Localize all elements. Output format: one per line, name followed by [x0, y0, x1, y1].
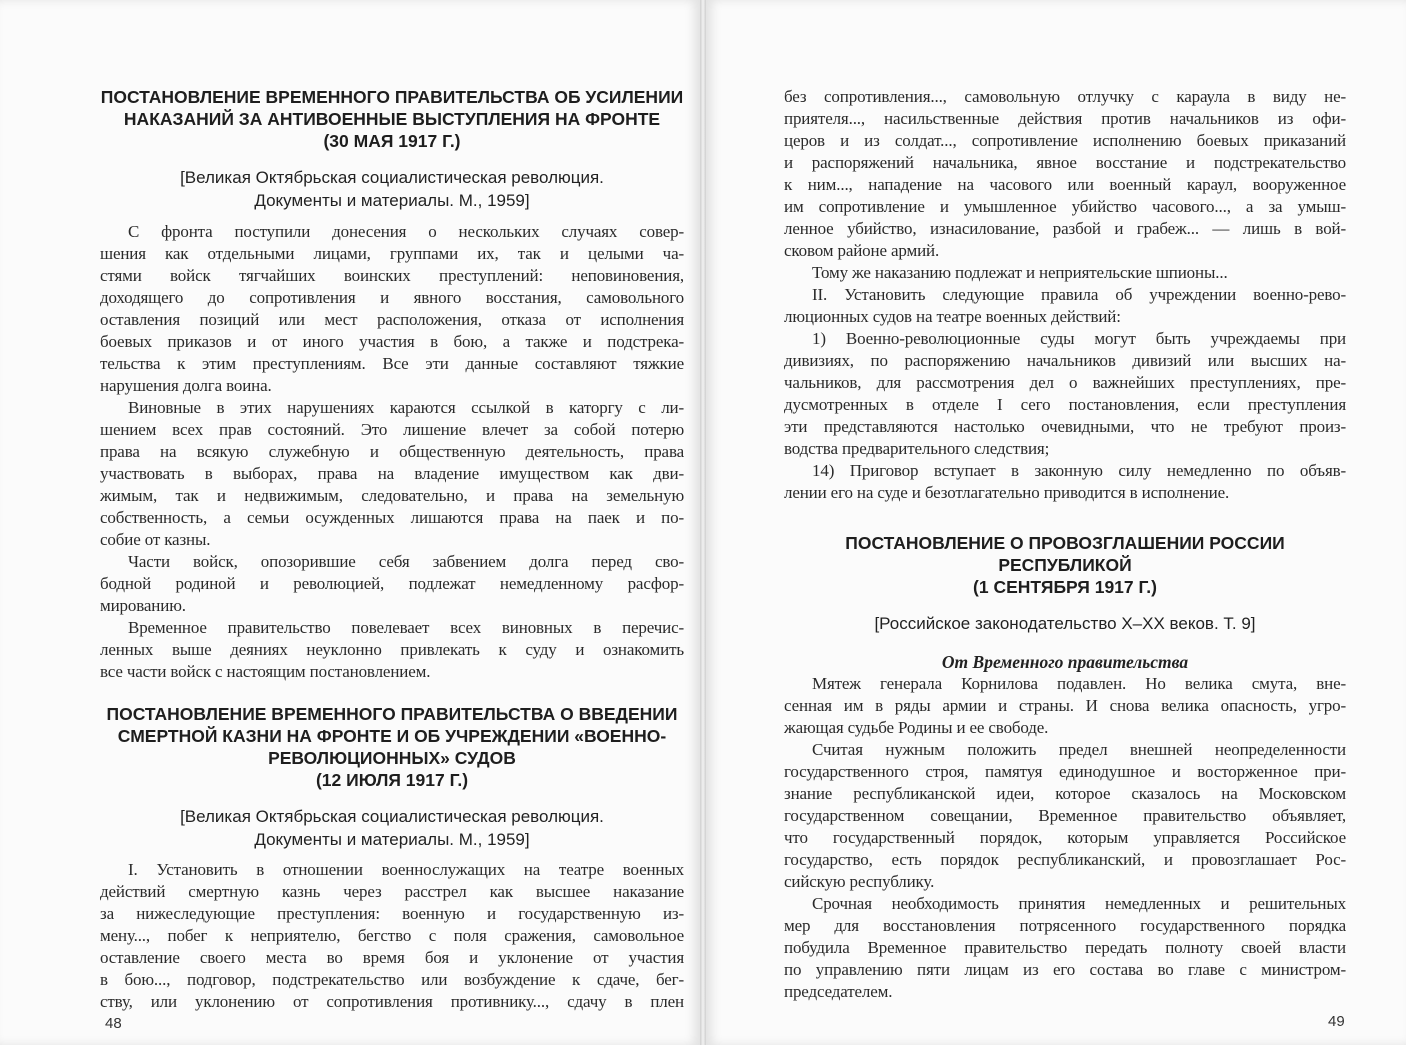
source-citation-3 [784, 612, 1346, 635]
text-line: 14) Приговор вступает в законную силу немедленно по объяв- [812, 461, 1346, 480]
text-line: что государственный порядок, которым управляется Российское [784, 828, 1346, 847]
source-line: [Великая Октябрьская социалистическая революция. [180, 168, 604, 187]
subtitle: От Временного правительства [941, 652, 1189, 672]
text-line: эти представляются настолько очевидными, что не требуют произ- [784, 417, 1346, 436]
text-line: Мятеж генерала Корнилова подавлен. Но велика смута, вне- [812, 674, 1346, 693]
paragraph [784, 460, 1346, 504]
source-line: [Российское законодательство X–XX веков. Т. 9] [874, 614, 1256, 633]
text-line: мену..., побег к неприятелю, бегство с поля сражения, самовольное [100, 926, 684, 945]
text-line: мер для восстановления потрясенного государственного порядка [784, 916, 1346, 935]
page-number-right: 49 [1328, 1013, 1345, 1030]
source-line: Документы и материалы. М., 1959] [254, 830, 530, 849]
text-line: Виновные в этих нарушениях караются ссылкой в каторгу с ли- [128, 398, 684, 417]
page-number-left: 48 [105, 1015, 122, 1032]
text-line: жимым, так и недвижимым, следовательно, и права на земельную [100, 486, 684, 505]
paragraph [784, 262, 1346, 284]
text-line: доходящего до сопротивления и явного восстания, самовольного [100, 288, 684, 307]
text-line: стями войск тягчайших воинских преступлений: неповиновения, [100, 266, 684, 285]
paragraph [784, 673, 1346, 739]
text-line: им сопротивление и умышленное убийство часового..., а за умыш- [784, 197, 1346, 216]
source-line: Документы и материалы. М., 1959] [254, 191, 530, 210]
text-line: по управлению пяти лицам из его состава во главе с министром- [784, 960, 1346, 979]
paragraph [784, 893, 1346, 1003]
text-line: Тому же наказанию подлежат и неприятельские шпионы... [812, 263, 1228, 282]
text-line: I. Установить в отношении военнослужащих на театре военных [128, 860, 684, 879]
paragraph [784, 86, 1346, 262]
text-line: права на всякую служебную и общественную деятельность, права [100, 442, 684, 461]
section-1-body [100, 221, 684, 683]
paragraph [784, 284, 1346, 328]
text-line: сковом районе армий. [784, 241, 940, 260]
heading-line: ПОСТАНОВЛЕНИЕ О ПРОВОЗГЛАШЕНИИ РОССИИ РЕСПУБЛИКОЙ [845, 533, 1285, 575]
text-line: оставление своего места во время боя и уклонение от участия [100, 948, 684, 967]
text-line: мированию. [100, 596, 186, 615]
text-line: боевых приказов и от иного участия в бою, а также и подстрека- [100, 332, 684, 351]
text-line: С фронта поступили донесения о нескольких случаях совер- [128, 222, 684, 241]
text-line: государственного строя, памятуя единодушное и восторженное при- [784, 762, 1346, 781]
text-line: водства предварительного следствия; [784, 439, 1050, 458]
continued-text [784, 86, 1346, 504]
source-line: [Великая Октябрьская социалистическая революция. [180, 807, 604, 826]
section-heading-2 [100, 703, 684, 791]
text-line: действий смертную казнь через расстрел как высшее наказание [100, 882, 684, 901]
text-line: дивизиях, по распоряжению начальников дивизий или высших на- [784, 351, 1346, 370]
text-line: собие от казны. [100, 530, 211, 549]
paragraph [100, 859, 684, 1013]
heading-line: ПОСТАНОВЛЕНИЕ ВРЕМЕННОГО ПРАВИТЕЛЬСТВА ОБ УСИЛЕНИИ [100, 87, 684, 107]
paragraph [100, 397, 684, 551]
text-line: председателем. [784, 982, 893, 1001]
text-line: государственном совещании, Временное правительство объявляет, [784, 806, 1346, 825]
source-citation-1 [100, 166, 684, 212]
text-line: лении его на суде и безотлагательно приводится в исполнение. [784, 483, 1230, 502]
heading-line: ПОСТАНОВЛЕНИЕ ВРЕМЕННОГО ПРАВИТЕЛЬСТВА О ВВЕДЕНИИ [106, 704, 678, 724]
text-line: люционных судов на театре военных действий: [784, 307, 1121, 326]
heading-line: РЕВОЛЮЦИОННЫХ» СУДОВ [268, 748, 516, 768]
right-column [784, 86, 1346, 1003]
text-line: ленное убийство, изнасилование, разбой и грабеж... — лишь в вой- [784, 219, 1346, 238]
text-line: тельства к этим преступлениям. Все эти данные составляют тяжкие [100, 354, 684, 373]
section-3-body [784, 673, 1346, 1003]
paragraph [100, 221, 684, 397]
text-line: жающая судьбе Родины и ее свободе. [784, 718, 1049, 737]
text-line: шения как отдельными лицами, группами их, так и целыми ча- [100, 244, 684, 263]
text-line: приятеля..., насильственные действия против начальников из офи- [784, 109, 1346, 128]
text-line: сенная им в ряды армии и страны. И снова велика опасность, угро- [784, 696, 1346, 715]
text-line: ству, или уклонению от сопротивления противнику..., сдачу в плен [100, 992, 684, 1011]
text-line: чальников, для рассмотрения дел о важнейших преступлениях, пре- [784, 373, 1346, 392]
text-line: знание республиканской идеи, которое сказалось на Московском [784, 784, 1346, 803]
text-line: нарушения долга воина. [100, 376, 272, 395]
text-line: Срочная необходимость принятия немедленных и решительных [812, 894, 1346, 913]
text-line: все части войск с настоящим постановлением. [100, 662, 431, 681]
text-line: дусмотренных в отделе I сего постановления, если преступления [784, 395, 1346, 414]
text-line: Временное правительство повелевает всех виновных в перечис- [128, 618, 684, 637]
left-column [100, 86, 684, 1013]
text-line: собственность, а семьи осужденных лишаются права на паек и по- [100, 508, 684, 527]
text-line: в бою..., подговор, подстрекательство или возбуждение к сдаче, бег- [100, 970, 684, 989]
text-line: и распоряжений начальника, явное восстание и подстрекательство [784, 153, 1346, 172]
text-line: участвовать в выборах, права на владение имуществом как дви- [100, 464, 684, 483]
text-line: Части войск, опозорившие себя забвением долга перед сво- [128, 552, 684, 571]
heading-line: НАКАЗАНИЙ ЗА АНТИВОЕННЫЕ ВЫСТУПЛЕНИЯ НА ФРОНТЕ [123, 109, 661, 129]
heading-line: (12 ИЮЛЯ 1917 Г.) [315, 770, 469, 790]
text-line: побудила Временное правительство передать полноту своей власти [784, 938, 1346, 957]
text-line: без сопротивления..., самовольную отлучку с караула в виду не- [784, 87, 1346, 106]
paragraph [784, 328, 1346, 460]
paragraph [100, 617, 684, 683]
source-citation-2 [100, 805, 684, 851]
text-line: государство, есть порядок республиканский, и провозглашает Рос- [784, 850, 1346, 869]
heading-line: (30 МАЯ 1917 Г.) [323, 131, 461, 151]
text-line: за нижеследующие преступления: военную и государственную из- [100, 904, 684, 923]
heading-line: (1 СЕНТЯБРЯ 1917 Г.) [973, 577, 1157, 597]
text-line: оставления позиций или мест расположения, отказа от исполнения [100, 310, 684, 329]
text-line: церов и из солдат..., сопротивление исполнению боевых приказаний [784, 131, 1346, 150]
text-line: шением всех прав состояний. Это лишение влечет за собой потерю [100, 420, 684, 439]
section-heading-1 [100, 86, 684, 152]
text-line: Считая нужным положить предел внешней неопределенности [812, 740, 1346, 759]
text-line: 1) Военно-революционные суды могут быть учреждаемы при [812, 329, 1346, 348]
text-line: сийскую республику. [784, 872, 935, 891]
section-heading-3 [784, 532, 1346, 598]
text-line: к ним..., нападение на часового или военный караул, вооруженное [784, 175, 1346, 194]
paragraph [784, 739, 1346, 893]
text-line: II. Установить следующие правила об учреждении военно-рево- [812, 285, 1346, 304]
heading-line: СМЕРТНОЙ КАЗНИ НА ФРОНТЕ И ОБ УЧРЕЖДЕНИИ «ВОЕННО- [117, 726, 667, 746]
paragraph [100, 551, 684, 617]
text-line: ленных выше деяниях неуклонно привлекать к суду и ознакомить [100, 640, 684, 659]
text-line: бодной родиной и революцией, подлежат немедленному расфор- [100, 574, 684, 593]
